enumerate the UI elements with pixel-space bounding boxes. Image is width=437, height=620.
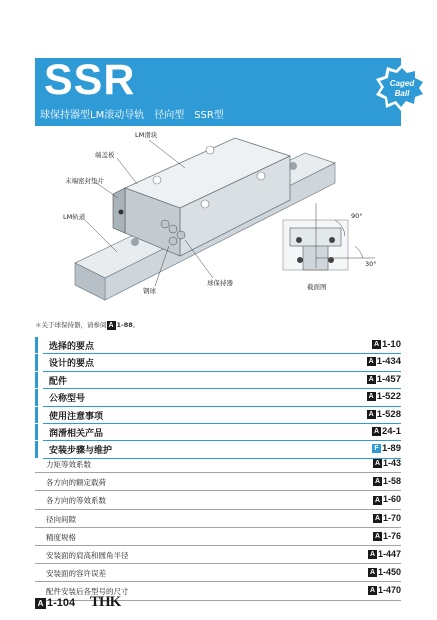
catalog-a-icon: A: [368, 375, 374, 383]
toc-sub-item[interactable]: 精度规格 A 1-76: [35, 528, 401, 546]
callout-retainer: 球保持器: [207, 279, 233, 287]
catalog-a-icon: A: [373, 340, 380, 348]
callout-end-plate: 端盖板: [95, 151, 115, 159]
callout-angle-30: 30°: [365, 260, 377, 268]
footnote-ref: 1-88: [116, 321, 133, 329]
catalog-a-icon: A: [374, 496, 381, 504]
toc-sub-item[interactable]: 各方向的额定载荷 A 1-58: [35, 473, 401, 491]
toc-sub-item[interactable]: 各方向的等效系数 A 1-60: [35, 491, 401, 509]
toc-main-item[interactable]: 设计的要点 A 1-434: [43, 354, 401, 371]
toc-sub-item[interactable]: 配件安装后各型号的尺寸 A 1-470: [35, 582, 401, 600]
toc-sub-list: [35, 455, 401, 601]
catalog-a-icon: A: [368, 410, 374, 418]
toc-sub-item[interactable]: 安装面的肩高和圆角半径 A 1-447: [35, 546, 401, 564]
toc-main-item[interactable]: 选择的要点 A 1-10: [43, 337, 401, 354]
catalog-a-icon: A: [374, 514, 381, 522]
title-banner: [35, 56, 429, 126]
callout-lm-rail: LM轨道: [63, 213, 86, 221]
callout-lm-block: LM滑块: [135, 131, 158, 139]
ssr-cutaway-drawing: [35, 128, 401, 318]
toc-main-item[interactable]: 润滑相关产品 A 24-1: [43, 424, 401, 441]
callout-section: 截面图: [307, 283, 327, 291]
footnote: ＊关于球保持器，请参阅 A 1-88。: [35, 321, 140, 329]
catalog-a-icon: A: [369, 569, 375, 577]
product-illustration: [35, 128, 401, 318]
catalog-a-icon: A: [369, 551, 375, 559]
svg-text:®: ®: [423, 105, 429, 112]
catalog-a-icon: A: [369, 587, 375, 595]
brand-logo: THK: [90, 594, 121, 610]
catalog-a-icon: A: [373, 427, 380, 435]
footnote-text: ＊关于球保持器，请参阅: [35, 321, 107, 329]
callout-angle-90: 90°: [351, 212, 363, 220]
catalog-a-icon: A: [374, 532, 381, 540]
page-number: A 1-104: [35, 597, 75, 609]
svg-text:Caged: Caged: [389, 79, 415, 88]
caged-ball-logo-icon: [375, 62, 429, 112]
toc-main-item[interactable]: 使用注意事项 A 1-528: [43, 407, 401, 424]
page-title: SSR: [44, 56, 136, 104]
catalog-a-icon: A: [368, 358, 374, 366]
catalog-a-icon: A: [35, 598, 46, 609]
toc-sub-item[interactable]: 安装面的容许误差 A 1-450: [35, 564, 401, 582]
catalog-a-icon: A: [374, 460, 381, 468]
page-subtitle: 球保持器型LM滚动导轨 径向型 SSR型: [40, 110, 224, 121]
catalog-a-icon: A: [374, 478, 381, 486]
callout-ball: 钢球: [143, 287, 156, 295]
catalog-a-icon: A: [108, 321, 114, 329]
toc-main-item[interactable]: 安装步骤与维护 F 1-89: [43, 441, 401, 458]
svg-text:Ball: Ball: [394, 89, 410, 98]
catalog-a-icon: A: [368, 393, 374, 401]
toc-sub-item[interactable]: 径向间隙 A 1-70: [35, 510, 401, 528]
catalog-f-icon: F: [372, 444, 381, 453]
toc-main-item[interactable]: 公称型号 A 1-522: [43, 389, 401, 406]
toc-main-item[interactable]: 配件 A 1-457: [43, 372, 401, 389]
toc-sub-item[interactable]: 力矩等效系数 A 1-43: [35, 455, 401, 473]
toc-main-list: [35, 337, 401, 459]
callout-end-seal: 末端密封垫片: [65, 177, 104, 185]
